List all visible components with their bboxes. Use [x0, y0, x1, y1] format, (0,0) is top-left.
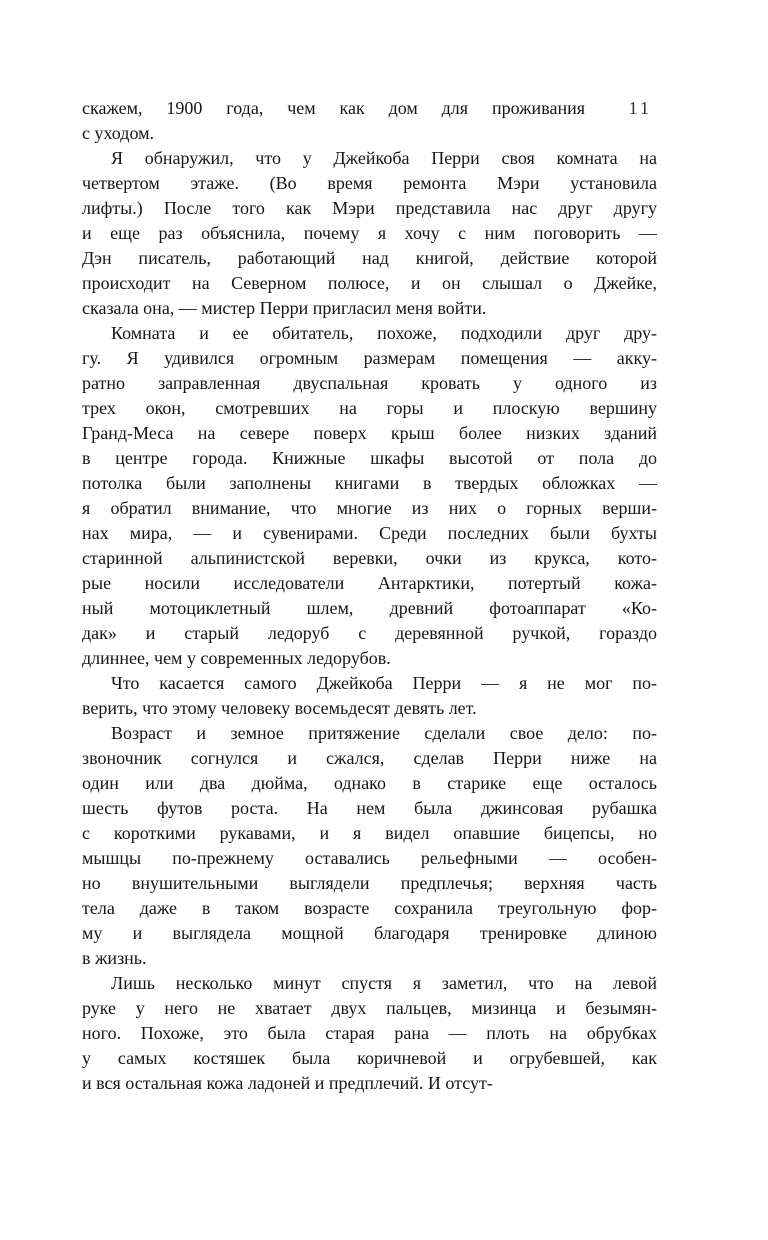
text-line: старинной альпинистской веревки, очки из крукса, кото- [82, 548, 657, 568]
text-line: потолка были заполнены книгами в твердых обложках — [82, 473, 657, 493]
text-line: тела даже в таком возрасте сохранила треугольную фор- [82, 898, 657, 918]
text-line: дак» и старый ледоруб с деревянной ручкой, гораздо [82, 623, 657, 643]
text-line: с уходом. [82, 123, 154, 143]
text-line: шесть футов роста. На нем была джинсовая рубашка [82, 798, 657, 818]
text-line: и еще раз объяснила, почему я хочу с ним поговорить — [82, 223, 657, 243]
text-line: лифты.) После того как Мэри представила нас друг другу [82, 198, 657, 218]
text-line: Комната и ее обитатель, похоже, подходили друг дру- [111, 323, 657, 343]
text-line: трех окон, смотревших на горы и плоскую вершину [82, 398, 657, 418]
text-line: и вся остальная кожа ладоней и предплечий. И отсут- [82, 1073, 493, 1093]
text-line: в центре города. Книжные шкафы высотой от пола до [82, 448, 657, 468]
text-line: нах мира, — и сувенирами. Среди последних были бухты [82, 523, 657, 543]
paragraph [82, 96, 657, 146]
text-line: ного. Похоже, это была старая рана — плоть на обрубках [82, 1023, 657, 1043]
text-line: один или два дюйма, однако в старике еще осталось [82, 773, 657, 793]
text-line: Что касается самого Джейкоба Перри — я не мог по- [111, 673, 657, 693]
paragraph [82, 321, 657, 671]
text-line: руке у него не хватает двух пальцев, мизинца и безымян- [82, 998, 657, 1018]
text-line: я обратил внимание, что многие из них о горных верши- [82, 498, 657, 518]
text-line: Гранд-Меса на севере поверх крыш более низких зданий [82, 423, 657, 443]
text-line: скажем, 1900 года, чем как дом для проживания [82, 98, 585, 118]
text-line: сказала она, — мистер Перри пригласил меня войти. [82, 298, 487, 318]
text-line: рые носили исследователи Антарктики, потертый кожа- [82, 573, 657, 593]
paragraph [82, 721, 657, 971]
text-line: ратно заправленная двуспальная кровать у одного из [82, 373, 657, 393]
text-line: ный мотоциклетный шлем, древний фотоаппарат «Ко- [82, 598, 657, 618]
paragraph [82, 146, 657, 321]
text-line: Я обнаружил, что у Джейкоба Перри своя комната на [111, 148, 657, 168]
page-number: 11 [628, 98, 652, 118]
text-line: но внушительными выглядели предплечья; верхняя часть [82, 873, 657, 893]
text-line: с короткими рукавами, и я видел опавшие бицепсы, но [82, 823, 657, 843]
paragraph [82, 671, 657, 721]
text-line: в жизнь. [82, 948, 147, 968]
text-line: Дэн писатель, работающий над книгой, действие которой [82, 248, 657, 268]
text-line: Возраст и земное притяжение сделали свое дело: по- [111, 723, 657, 743]
text-line: му и выглядела мощной благодаря тренировке длиною [82, 923, 657, 943]
paragraph [82, 971, 657, 1096]
text-line: мышцы по-прежнему оставались рельефными — особен- [82, 848, 657, 868]
text-line: происходит на Северном полюсе, и он слышал о Джейке, [82, 273, 657, 293]
text-line: длиннее, чем у современных ледорубов. [82, 648, 391, 668]
text-line: Лишь несколько минут спустя я заметил, что на левой [111, 973, 657, 993]
text-line: гу. Я удивился огромным размерам помещения — акку- [82, 348, 657, 368]
text-line: у самых костяшек была коричневой и огрубевшей, как [82, 1048, 657, 1068]
text-block [82, 96, 657, 1096]
text-line: верить, что этому человеку восемьдесят девять лет. [82, 698, 477, 718]
text-line: четвертом этаже. (Во время ремонта Мэри установила [82, 173, 657, 193]
text-line: звоночник согнулся и сжался, сделав Перри ниже на [82, 748, 657, 768]
